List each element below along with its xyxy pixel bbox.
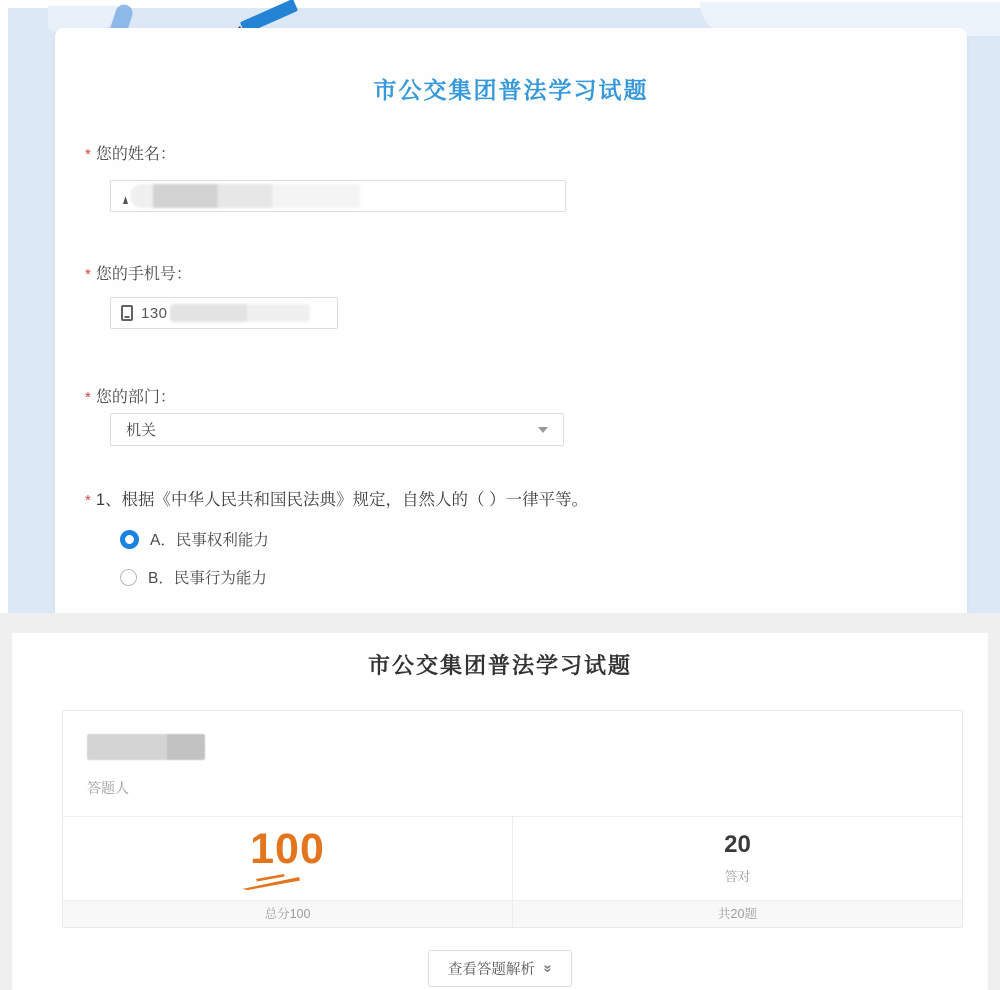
hand-drawn-underline-swoosh — [239, 872, 311, 890]
name-field-label — [55, 141, 967, 164]
respondent-label: 答题人 — [87, 780, 129, 796]
quiz-result-card — [12, 633, 988, 990]
redacted-name-mark — [123, 196, 128, 204]
name-label-text: 您的姓名： — [95, 146, 176, 163]
department-label-text: 您的部门： — [95, 389, 176, 406]
analysis-button-row — [12, 950, 988, 987]
redacted-respondent-name — [87, 734, 205, 760]
phone-field-label — [55, 261, 967, 284]
total-questions-caption: 共20题 — [718, 907, 757, 921]
radio-selected-icon[interactable] — [120, 530, 139, 549]
question-1-body: 1、根据《中华人民共和国民法典》规定，自然人的（ ）一律平等。 — [95, 491, 589, 509]
quiz-result-section — [0, 613, 1000, 990]
form-title: 市公交集团普法学习试题 — [373, 77, 649, 103]
correct-cell — [513, 817, 962, 900]
score-value: 100 — [250, 824, 325, 873]
score-cell — [63, 817, 513, 900]
department-select[interactable] — [110, 413, 564, 446]
name-input[interactable] — [110, 180, 566, 212]
question-1-text — [55, 489, 967, 512]
required-asterisk: * — [85, 389, 91, 406]
department-field-label — [55, 384, 967, 407]
redacted-phone-value — [170, 304, 310, 322]
quiz-form-card — [55, 28, 967, 613]
respondent-row — [63, 711, 962, 816]
phone-input[interactable] — [110, 297, 338, 329]
mobile-phone-icon — [121, 305, 133, 321]
correct-count-value: 20 — [724, 830, 751, 858]
option-a-label: A．民事权利能力 — [150, 532, 269, 549]
department-selected-value: 机关 — [126, 422, 157, 439]
result-title: 市公交集团普法学习试题 — [367, 653, 632, 678]
chevron-double-down-icon: » — [539, 964, 557, 973]
required-asterisk: * — [85, 266, 91, 283]
required-asterisk: * — [85, 146, 91, 163]
radio-unselected-icon[interactable] — [120, 569, 137, 586]
total-score-caption: 总分100 — [63, 901, 513, 927]
redacted-name-value — [130, 184, 360, 208]
phone-value-visible: 130 — [141, 304, 168, 322]
option-b-label: B．民事行为能力 — [148, 570, 267, 587]
phone-label-text: 您的手机号： — [95, 266, 192, 283]
view-analysis-button[interactable] — [428, 950, 572, 987]
score-summary-card — [62, 710, 963, 928]
stats-row — [63, 816, 962, 900]
view-analysis-label: 查看答题解析 — [447, 962, 535, 978]
required-asterisk: * — [85, 492, 91, 509]
caret-down-icon — [538, 427, 548, 433]
question-1-option-b[interactable] — [120, 566, 267, 588]
correct-count-label: 答对 — [724, 868, 751, 884]
stats-footer — [63, 900, 962, 927]
question-1-option-a[interactable] — [120, 528, 269, 550]
